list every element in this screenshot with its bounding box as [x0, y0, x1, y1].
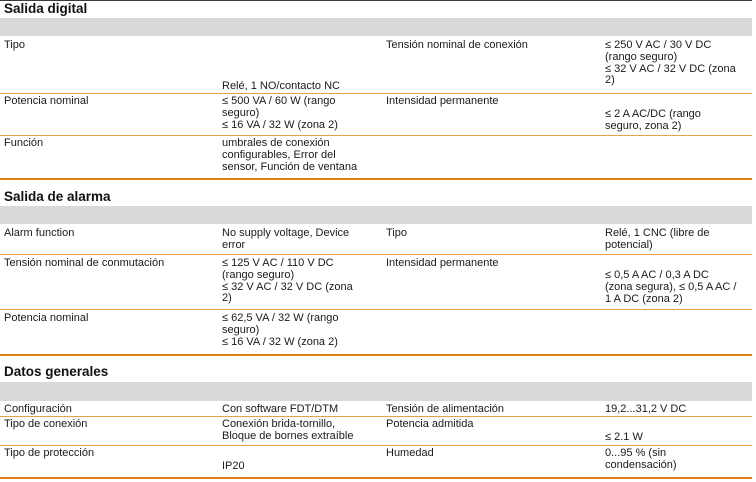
section-header-band: [0, 206, 752, 224]
spec-label: Potencia nominal: [4, 95, 89, 107]
row-separator: [0, 309, 752, 310]
spec-label: Tensión nominal de conexión: [386, 39, 528, 51]
spec-value: No supply voltage, Device error: [222, 227, 350, 251]
spec-value: Con software FDT/DTM: [222, 403, 339, 415]
spec-label: Tipo: [4, 39, 25, 51]
section-title-salida-alarma: Salida de alarma: [4, 189, 111, 204]
spec-value: ≤ 62,5 VA / 32 W (rango seguro) ≤ 16 VA / 32 W (zona 2): [222, 312, 339, 348]
section-bottom-rule: [0, 477, 752, 479]
row-separator: [0, 445, 752, 446]
spec-value: 19,2...31,2 V DC: [605, 403, 687, 415]
spec-label: Alarm function: [4, 227, 75, 239]
section-title-salida-digital: Salida digital: [4, 1, 88, 16]
spec-value: ≤ 125 V AC / 110 V DC (rango seguro) ≤ 32 V AC / 32 V DC (zona 2): [222, 257, 353, 305]
spec-value: Relé, 1 CNC (libre de potencial): [605, 227, 710, 251]
row-separator: [0, 135, 752, 136]
section-bottom-rule: [0, 354, 752, 356]
section-bottom-rule: [0, 178, 752, 180]
section-title-datos-generales: Datos generales: [4, 364, 109, 379]
spec-label: Tipo: [386, 227, 407, 239]
row-separator: [0, 254, 752, 255]
row-separator: [0, 416, 752, 417]
section-header-band: [0, 18, 752, 36]
spec-label: Tipo de protección: [4, 447, 95, 459]
spec-label: Función: [4, 137, 44, 149]
spec-label: Intensidad permanente: [386, 257, 499, 269]
spec-value: umbrales de conexión configurables, Error del sensor, Función de ventana: [222, 137, 358, 173]
row-separator: [0, 93, 752, 94]
spec-value: ≤ 500 VA / 60 W (rango seguro) ≤ 16 VA / 32 W (zona 2): [222, 95, 338, 131]
spec-value: Conexión brida-tornillo, Bloque de bornes extraíble: [222, 418, 354, 442]
spec-label: Intensidad permanente: [386, 95, 499, 107]
spec-value: Relé, 1 NO/contacto NC: [222, 80, 340, 92]
spec-label: Tensión nominal de conmutación: [4, 257, 165, 269]
spec-label: Tensión de alimentación: [386, 403, 505, 415]
spec-label: Potencia admitida: [386, 418, 474, 430]
spec-value: ≤ 250 V AC / 30 V DC (rango seguro) ≤ 32 V AC / 32 V DC (zona 2): [605, 39, 736, 87]
spec-label: Potencia nominal: [4, 312, 89, 324]
spec-label: Configuración: [4, 403, 72, 415]
section-top-rule: [0, 0, 752, 1]
section-header-band: [0, 382, 752, 401]
spec-label: Humedad: [386, 447, 434, 459]
spec-value: ≤ 2 A AC/DC (rango seguro, zona 2): [605, 108, 701, 132]
spec-value: ≤ 0,5 A AC / 0,3 A DC (zona segura), ≤ 0,5 A AC / 1 A DC (zona 2): [605, 269, 737, 305]
spec-value: 0...95 % (sin condensación): [605, 447, 677, 471]
spec-value: ≤ 2.1 W: [605, 431, 643, 443]
spec-label: Tipo de conexión: [4, 418, 88, 430]
spec-value: IP20: [222, 460, 245, 472]
